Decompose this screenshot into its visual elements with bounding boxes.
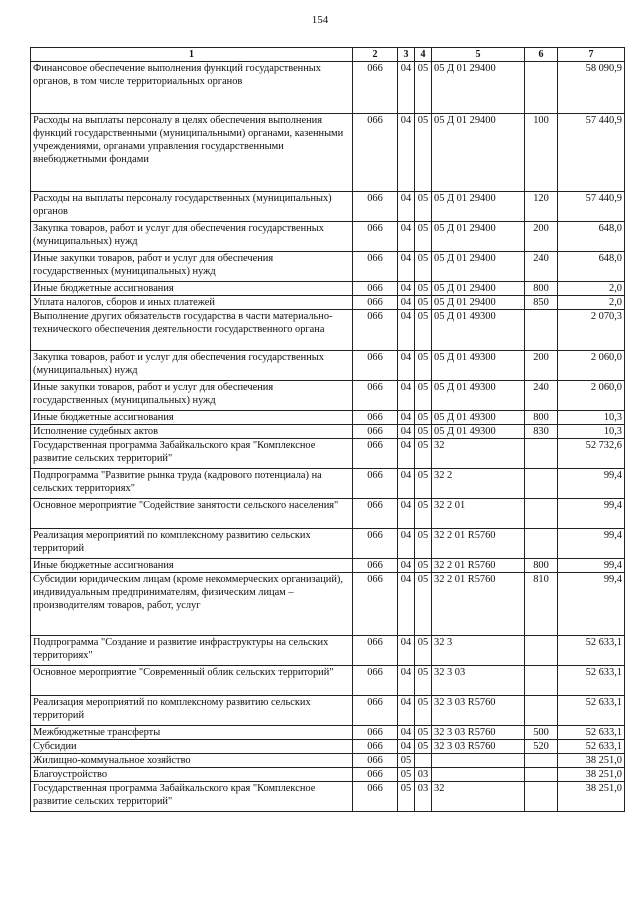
- amount: 38 251,0: [558, 768, 625, 782]
- section-code: 04: [398, 726, 415, 740]
- subsection-code: 03: [415, 782, 432, 812]
- subsection-code: 03: [415, 768, 432, 782]
- expense-type-code: 240: [525, 252, 558, 282]
- target-article-code: [432, 754, 525, 768]
- expense-type-code: 520: [525, 740, 558, 754]
- expense-type-code: [525, 62, 558, 114]
- grbs-code: 066: [353, 282, 398, 296]
- section-code: 04: [398, 222, 415, 252]
- expense-type-code: 200: [525, 222, 558, 252]
- budget-item-name: Реализация мероприятий по комплексному развитию сельских территорий: [31, 529, 353, 559]
- section-code: 04: [398, 351, 415, 381]
- subsection-code: 05: [415, 425, 432, 439]
- section-code: 04: [398, 62, 415, 114]
- grbs-code: 066: [353, 62, 398, 114]
- expense-type-code: 810: [525, 573, 558, 636]
- target-article-code: 05 Д 01 29400: [432, 114, 525, 192]
- grbs-code: 066: [353, 754, 398, 768]
- subsection-code: 05: [415, 469, 432, 499]
- table-row: [31, 529, 625, 559]
- budget-item-name: Благоустройство: [31, 768, 353, 782]
- grbs-code: 066: [353, 439, 398, 469]
- expense-type-code: [525, 754, 558, 768]
- target-article-code: 32 3 03 R5760: [432, 740, 525, 754]
- subsection-code: 05: [415, 559, 432, 573]
- header-row: [31, 48, 625, 62]
- table-row: [31, 666, 625, 696]
- table-row: [31, 282, 625, 296]
- section-code: 04: [398, 114, 415, 192]
- table-row: [31, 439, 625, 469]
- budget-item-name: Подпрограмма "Создание и развитие инфраструктуры на сельских территориях": [31, 636, 353, 666]
- section-code: 04: [398, 381, 415, 411]
- table-row: [31, 636, 625, 666]
- grbs-code: 066: [353, 499, 398, 529]
- section-code: 04: [398, 573, 415, 636]
- grbs-code: 066: [353, 573, 398, 636]
- table-row: [31, 114, 625, 192]
- grbs-code: 066: [353, 636, 398, 666]
- budget-item-name: Расходы на выплаты персоналу государственных (муниципальных) органов: [31, 192, 353, 222]
- expense-type-code: 120: [525, 192, 558, 222]
- subsection-code: 05: [415, 696, 432, 726]
- table-row: [31, 782, 625, 812]
- amount: 52 732,6: [558, 439, 625, 469]
- amount: 10,3: [558, 425, 625, 439]
- table-row: [31, 754, 625, 768]
- header-col-6: 6: [525, 48, 558, 62]
- grbs-code: 066: [353, 296, 398, 310]
- budget-item-name: Выполнение других обязательств государства в части материально-технического обеспечения деятельности государственного органа: [31, 310, 353, 351]
- grbs-code: 066: [353, 740, 398, 754]
- amount: 99,4: [558, 573, 625, 636]
- table-row: [31, 425, 625, 439]
- amount: 58 090,9: [558, 62, 625, 114]
- subsection-code: [415, 754, 432, 768]
- budget-item-name: Уплата налогов, сборов и иных платежей: [31, 296, 353, 310]
- subsection-code: 05: [415, 282, 432, 296]
- budget-item-name: Реализация мероприятий по комплексному развитию сельских территорий: [31, 696, 353, 726]
- section-code: 04: [398, 740, 415, 754]
- amount: 10,3: [558, 411, 625, 425]
- expense-type-code: [525, 439, 558, 469]
- target-article-code: [432, 768, 525, 782]
- target-article-code: 05 Д 01 49300: [432, 425, 525, 439]
- amount: 99,4: [558, 499, 625, 529]
- target-article-code: 32: [432, 782, 525, 812]
- grbs-code: 066: [353, 351, 398, 381]
- budget-item-name: Основное мероприятие "Содействие занятости сельского населения": [31, 499, 353, 529]
- subsection-code: 05: [415, 529, 432, 559]
- table-row: [31, 310, 625, 351]
- table-row: [31, 726, 625, 740]
- section-code: 04: [398, 469, 415, 499]
- section-code: 05: [398, 782, 415, 812]
- target-article-code: 32 2 01 R5760: [432, 559, 525, 573]
- subsection-code: 05: [415, 114, 432, 192]
- target-article-code: 05 Д 01 29400: [432, 296, 525, 310]
- budget-item-name: Межбюджетные трансферты: [31, 726, 353, 740]
- target-article-code: 32 2 01 R5760: [432, 573, 525, 636]
- budget-item-name: Государственная программа Забайкальского края "Комплексное развитие сельских территорий": [31, 782, 353, 812]
- budget-item-name: Основное мероприятие "Современный облик сельских территорий": [31, 666, 353, 696]
- subsection-code: 05: [415, 296, 432, 310]
- grbs-code: 066: [353, 114, 398, 192]
- table-row: [31, 469, 625, 499]
- grbs-code: 066: [353, 666, 398, 696]
- expense-type-code: 800: [525, 559, 558, 573]
- section-code: 04: [398, 439, 415, 469]
- table-row: [31, 559, 625, 573]
- expense-type-code: [525, 696, 558, 726]
- table-row: [31, 768, 625, 782]
- grbs-code: 066: [353, 381, 398, 411]
- subsection-code: 05: [415, 636, 432, 666]
- expense-type-code: 200: [525, 351, 558, 381]
- budget-item-name: Иные бюджетные ассигнования: [31, 559, 353, 573]
- budget-item-name: Расходы на выплаты персоналу в целях обеспечения выполнения функций государственными (муниципальными) органами, казенными учреждениями, органами управления государственными внебюджетными фондами: [31, 114, 353, 192]
- section-code: 04: [398, 282, 415, 296]
- section-code: 05: [398, 754, 415, 768]
- section-code: 04: [398, 411, 415, 425]
- target-article-code: 05 Д 01 49300: [432, 310, 525, 351]
- amount: 38 251,0: [558, 754, 625, 768]
- expense-type-code: [525, 529, 558, 559]
- grbs-code: 066: [353, 529, 398, 559]
- section-code: 05: [398, 768, 415, 782]
- target-article-code: 32 3 03: [432, 666, 525, 696]
- target-article-code: 32 3 03 R5760: [432, 696, 525, 726]
- subsection-code: 05: [415, 666, 432, 696]
- expense-type-code: [525, 782, 558, 812]
- section-code: 04: [398, 252, 415, 282]
- section-code: 04: [398, 696, 415, 726]
- target-article-code: 05 Д 01 29400: [432, 282, 525, 296]
- subsection-code: 05: [415, 411, 432, 425]
- grbs-code: 066: [353, 726, 398, 740]
- expense-type-code: [525, 499, 558, 529]
- table-body: [31, 62, 625, 812]
- amount: 57 440,9: [558, 114, 625, 192]
- budget-table: [30, 47, 625, 812]
- subsection-code: 05: [415, 740, 432, 754]
- section-code: 04: [398, 559, 415, 573]
- subsection-code: 05: [415, 499, 432, 529]
- header-col-4: 4: [415, 48, 432, 62]
- grbs-code: 066: [353, 696, 398, 726]
- section-code: 04: [398, 425, 415, 439]
- subsection-code: 05: [415, 351, 432, 381]
- table-row: [31, 222, 625, 252]
- grbs-code: 066: [353, 768, 398, 782]
- section-code: 04: [398, 296, 415, 310]
- amount: 99,4: [558, 469, 625, 499]
- table-row: [31, 62, 625, 114]
- page-number: 154: [311, 14, 329, 26]
- grbs-code: 066: [353, 782, 398, 812]
- target-article-code: 05 Д 01 49300: [432, 351, 525, 381]
- expense-type-code: 830: [525, 425, 558, 439]
- subsection-code: 05: [415, 573, 432, 636]
- expense-type-code: [525, 310, 558, 351]
- amount: 52 633,1: [558, 740, 625, 754]
- subsection-code: 05: [415, 439, 432, 469]
- amount: 52 633,1: [558, 636, 625, 666]
- subsection-code: 05: [415, 381, 432, 411]
- amount: 52 633,1: [558, 696, 625, 726]
- budget-item-name: Субсидии юридическим лицам (кроме некоммерческих организаций), индивидуальным предпринимателям, физическим лицам – производителям товаров, работ, услуг: [31, 573, 353, 636]
- budget-item-name: Субсидии: [31, 740, 353, 754]
- expense-type-code: 500: [525, 726, 558, 740]
- table-row: [31, 740, 625, 754]
- subsection-code: 05: [415, 726, 432, 740]
- expense-type-code: [525, 469, 558, 499]
- amount: 52 633,1: [558, 666, 625, 696]
- amount: 52 633,1: [558, 726, 625, 740]
- subsection-code: 05: [415, 252, 432, 282]
- amount: 2 060,0: [558, 351, 625, 381]
- section-code: 04: [398, 499, 415, 529]
- section-code: 04: [398, 666, 415, 696]
- budget-item-name: Закупка товаров, работ и услуг для обеспечения государственных (муниципальных) нужд: [31, 222, 353, 252]
- target-article-code: 32 2 01: [432, 499, 525, 529]
- amount: 2,0: [558, 282, 625, 296]
- header-col-5: 5: [432, 48, 525, 62]
- section-code: 04: [398, 529, 415, 559]
- budget-item-name: Исполнение судебных актов: [31, 425, 353, 439]
- budget-item-name: Иные закупки товаров, работ и услуг для обеспечения государственных (муниципальных) нужд: [31, 381, 353, 411]
- target-article-code: 32 3 03 R5760: [432, 726, 525, 740]
- grbs-code: 066: [353, 252, 398, 282]
- budget-item-name: Иные бюджетные ассигнования: [31, 282, 353, 296]
- target-article-code: 32 2 01 R5760: [432, 529, 525, 559]
- amount: 99,4: [558, 559, 625, 573]
- header-col-3: 3: [398, 48, 415, 62]
- grbs-code: 066: [353, 425, 398, 439]
- amount: 57 440,9: [558, 192, 625, 222]
- amount: 99,4: [558, 529, 625, 559]
- target-article-code: 05 Д 01 29400: [432, 222, 525, 252]
- table-row: [31, 696, 625, 726]
- expense-type-code: 850: [525, 296, 558, 310]
- budget-item-name: Жилищно-коммунальное хозяйство: [31, 754, 353, 768]
- target-article-code: 05 Д 01 49300: [432, 381, 525, 411]
- grbs-code: 066: [353, 192, 398, 222]
- target-article-code: 05 Д 01 49300: [432, 411, 525, 425]
- expense-type-code: [525, 666, 558, 696]
- amount: 2 060,0: [558, 381, 625, 411]
- grbs-code: 066: [353, 559, 398, 573]
- section-code: 04: [398, 636, 415, 666]
- target-article-code: 05 Д 01 29400: [432, 62, 525, 114]
- table-row: [31, 381, 625, 411]
- target-article-code: 05 Д 01 29400: [432, 192, 525, 222]
- table-row: [31, 252, 625, 282]
- table-row: [31, 499, 625, 529]
- header-col-7: 7: [558, 48, 625, 62]
- budget-item-name: Иные закупки товаров, работ и услуг для обеспечения государственных (муниципальных) нужд: [31, 252, 353, 282]
- expense-type-code: 800: [525, 282, 558, 296]
- budget-item-name: Финансовое обеспечение выполнения функций государственных органов, в том числе территориальных органов: [31, 62, 353, 114]
- subsection-code: 05: [415, 62, 432, 114]
- header-col-1: 1: [31, 48, 353, 62]
- grbs-code: 066: [353, 222, 398, 252]
- table-row: [31, 351, 625, 381]
- expense-type-code: 800: [525, 411, 558, 425]
- grbs-code: 066: [353, 411, 398, 425]
- amount: 648,0: [558, 222, 625, 252]
- subsection-code: 05: [415, 222, 432, 252]
- amount: 2 070,3: [558, 310, 625, 351]
- table-row: [31, 411, 625, 425]
- subsection-code: 05: [415, 192, 432, 222]
- budget-item-name: Закупка товаров, работ и услуг для обеспечения государственных (муниципальных) нужд: [31, 351, 353, 381]
- header-col-2: 2: [353, 48, 398, 62]
- target-article-code: 32 3: [432, 636, 525, 666]
- table-row: [31, 296, 625, 310]
- budget-item-name: Государственная программа Забайкальского края "Комплексное развитие сельских территорий": [31, 439, 353, 469]
- budget-item-name: Иные бюджетные ассигнования: [31, 411, 353, 425]
- target-article-code: 05 Д 01 29400: [432, 252, 525, 282]
- section-code: 04: [398, 310, 415, 351]
- amount: 2,0: [558, 296, 625, 310]
- section-code: 04: [398, 192, 415, 222]
- amount: 38 251,0: [558, 782, 625, 812]
- target-article-code: 32 2: [432, 469, 525, 499]
- budget-item-name: Подпрограмма "Развитие рынка труда (кадрового потенциала) на сельских территориях": [31, 469, 353, 499]
- subsection-code: 05: [415, 310, 432, 351]
- expense-type-code: 240: [525, 381, 558, 411]
- grbs-code: 066: [353, 310, 398, 351]
- expense-type-code: [525, 768, 558, 782]
- table-row: [31, 192, 625, 222]
- amount: 648,0: [558, 252, 625, 282]
- expense-type-code: [525, 636, 558, 666]
- grbs-code: 066: [353, 469, 398, 499]
- target-article-code: 32: [432, 439, 525, 469]
- table-row: [31, 573, 625, 636]
- expense-type-code: 100: [525, 114, 558, 192]
